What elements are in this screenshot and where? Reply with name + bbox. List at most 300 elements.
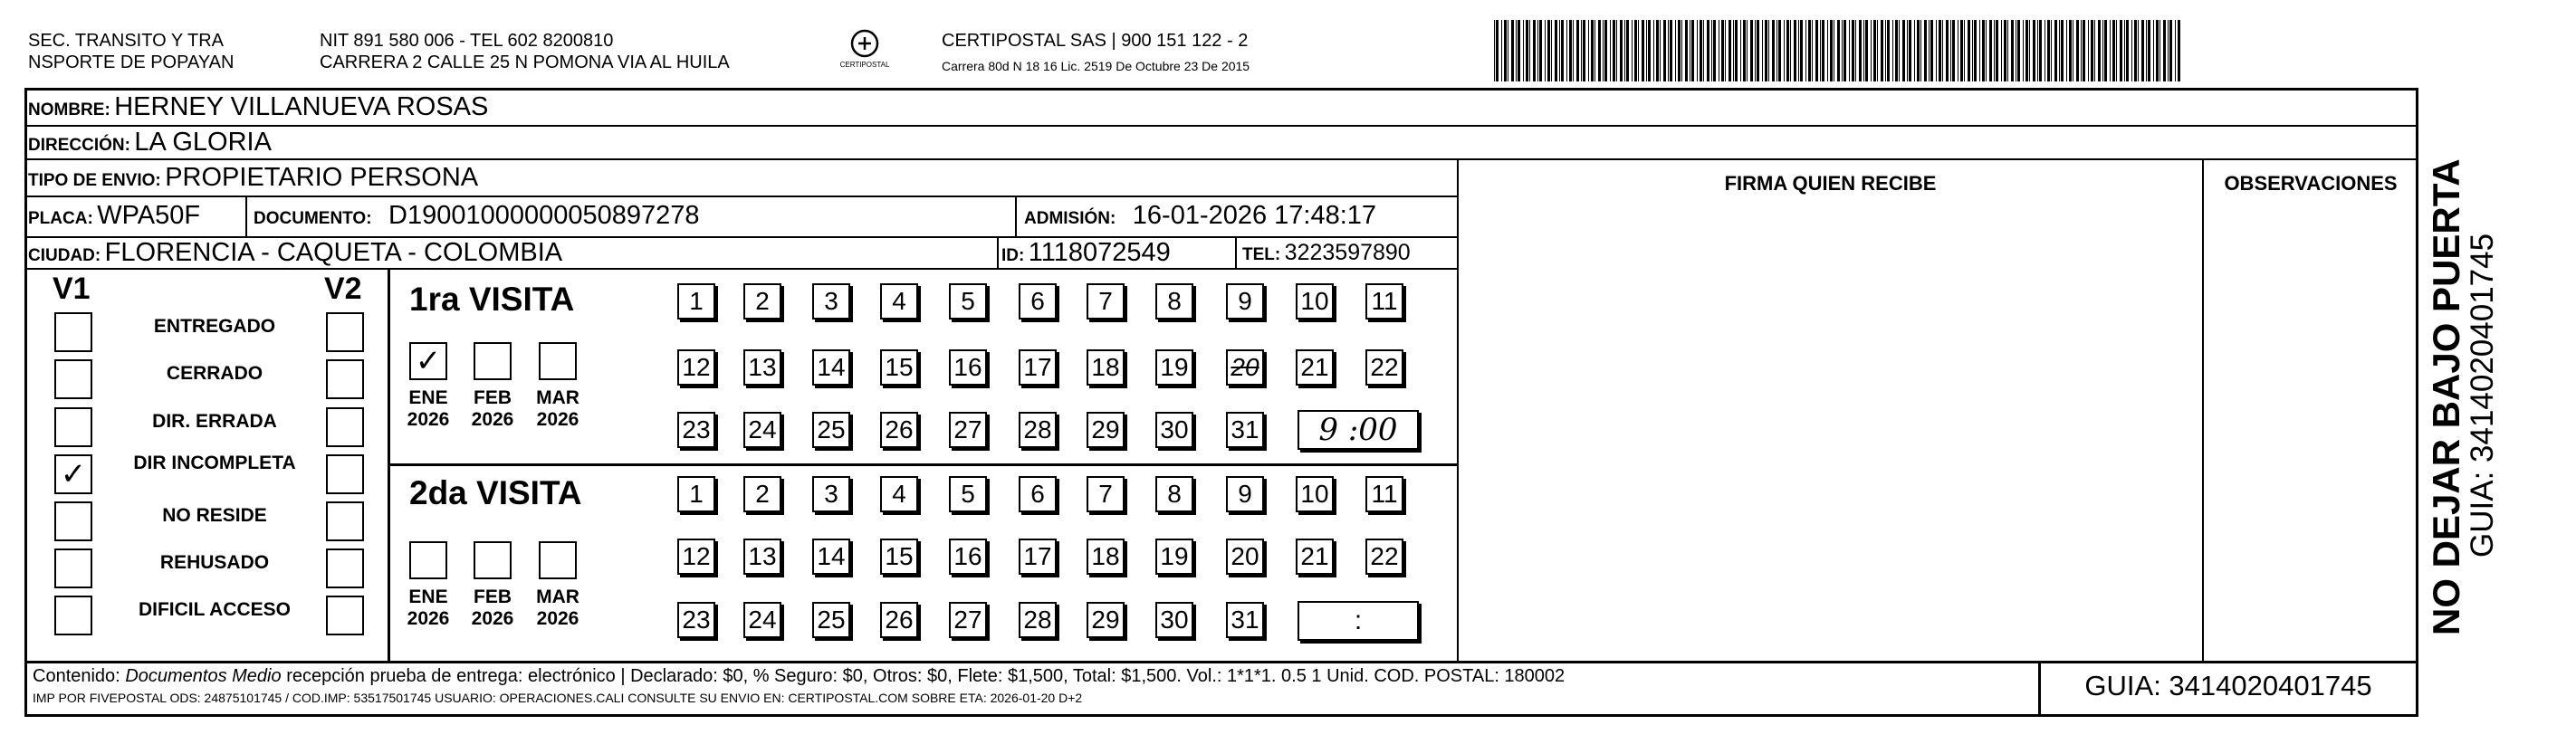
- barcode-bar: [1604, 20, 1607, 81]
- day-box[interactable]: 22: [1365, 349, 1403, 386]
- day-box[interactable]: 21: [1296, 349, 1334, 386]
- month-checkbox[interactable]: [409, 541, 447, 579]
- day-box[interactable]: 9: [1226, 283, 1264, 320]
- barcode-bar: [1653, 20, 1654, 81]
- barcode-bar: [1740, 20, 1741, 81]
- v2-checkbox[interactable]: [326, 359, 364, 399]
- signature-header: FIRMA QUIEN RECIBE: [1724, 172, 1937, 195]
- day-box[interactable]: 26: [880, 602, 918, 638]
- contents-prefix: Contenido:: [33, 666, 120, 686]
- barcode-bar: [1545, 20, 1546, 81]
- barcode-bar: [1747, 20, 1748, 81]
- day-box[interactable]: 12: [677, 539, 715, 575]
- day-box[interactable]: 23: [677, 602, 715, 638]
- barcode-bar: [2094, 20, 2095, 81]
- barcode-bar: [1691, 20, 1694, 81]
- visit1-time[interactable]: 9 :00: [1298, 410, 1419, 450]
- barcode-bar: [1750, 20, 1753, 81]
- barcode-bar: [1713, 20, 1716, 81]
- barcode-bar: [2001, 20, 2002, 81]
- barcode-bar: [1765, 20, 1767, 81]
- barcode-bar: [1907, 20, 1908, 81]
- day-box[interactable]: 16: [949, 349, 987, 386]
- barcode-bar: [2138, 20, 2139, 81]
- barcode-bar: [1786, 20, 1789, 81]
- barcode-bar: [1516, 20, 1517, 81]
- barcode-bar: [1790, 20, 1791, 81]
- barcode-bar: [1547, 20, 1550, 81]
- barcode-bar: [2037, 20, 2038, 81]
- barcode-bar: [1648, 20, 1651, 81]
- city-value: FLORENCIA - CAQUETA - COLOMBIA: [104, 238, 563, 267]
- barcode-bar: [1663, 20, 1666, 81]
- day-box[interactable]: 20: [1226, 349, 1264, 386]
- barcode-bar: [1681, 20, 1682, 81]
- v2-checkbox[interactable]: [326, 454, 364, 494]
- id-label: ID:: [1001, 246, 1025, 265]
- barcode-bar: [1920, 20, 1921, 81]
- day-box[interactable]: 19: [1155, 539, 1193, 575]
- barcode-bar: [2061, 20, 2064, 81]
- day-box[interactable]: 17: [1019, 349, 1057, 386]
- barcode-bar: [1588, 20, 1589, 81]
- barcode-bar: [1656, 20, 1659, 81]
- barcode-bar: [1613, 20, 1615, 81]
- company-line: CERTIPOSTAL SAS | 900 151 122 - 2: [942, 31, 1249, 51]
- month-checkbox[interactable]: [539, 342, 577, 380]
- barcode-bar: [1711, 20, 1712, 81]
- barcode-bar: [1529, 20, 1530, 81]
- contents-line: [33, 666, 1565, 687]
- sender-line-2: NSPORTE DE POPAYAN: [28, 52, 235, 72]
- barcode-bar: [1638, 20, 1639, 81]
- side-guia: GUIA: 3414020401745: [2465, 233, 2500, 558]
- barcode-bar: [1929, 20, 1930, 81]
- side-warning: NO DEJAR BAJO PUERTA: [2425, 158, 2467, 635]
- year-label: 2026: [536, 409, 579, 430]
- status-option-label: DIFICIL ACCESO: [138, 599, 291, 620]
- barcode-bar: [1939, 20, 1941, 81]
- barcode-bar: [1573, 20, 1574, 81]
- barcode-bar: [1994, 20, 1995, 81]
- day-box[interactable]: 24: [743, 412, 781, 448]
- barcode-bar: [2007, 20, 2008, 81]
- barcode-bar: [1917, 20, 1920, 81]
- barcode-bar: [2059, 20, 2060, 81]
- id-value: 1118072549: [1028, 238, 1171, 267]
- barcode-bar: [2011, 20, 2014, 81]
- day-box[interactable]: 20: [1226, 539, 1264, 575]
- month-checkbox[interactable]: [539, 541, 577, 579]
- v1-checkbox[interactable]: [54, 548, 92, 588]
- barcode-bar: [2047, 20, 2050, 81]
- barcode-bar: [1616, 20, 1617, 81]
- day-box[interactable]: 9: [1226, 476, 1264, 512]
- barcode-bar: [2178, 20, 2180, 81]
- barcode-bar: [2076, 20, 2079, 81]
- address-line: CARRERA 2 CALLE 25 N POMONA VIA AL HUILA: [320, 52, 730, 72]
- day-box[interactable]: 1: [677, 283, 715, 320]
- contents-rest: recepción prueba de entrega: electrónico | Declarado: $0, % Seguro: $0, Otros: $0, Flete: $1,500, Total: $1,500. Vol.: 1*1*1. 0.5 1 Unid. COD. POSTAL: 180002: [286, 666, 1566, 686]
- barcode-bar: [1743, 20, 1746, 81]
- day-box[interactable]: 30: [1155, 602, 1193, 638]
- barcode-bar: [2102, 20, 2103, 81]
- v1-checkbox[interactable]: ✓: [54, 454, 92, 494]
- barcode-bar: [2004, 20, 2006, 81]
- barcode-bar: [1533, 20, 1536, 81]
- day-box[interactable]: 1: [677, 476, 715, 512]
- barcode-bar: [1873, 20, 1876, 81]
- barcode-bar: [1610, 20, 1611, 81]
- barcode-bar: [2023, 20, 2024, 81]
- v1-checkbox[interactable]: [54, 359, 92, 399]
- day-box[interactable]: 8: [1155, 283, 1193, 320]
- day-box[interactable]: 18: [1087, 539, 1125, 575]
- id-row: [1001, 237, 1171, 272]
- day-box[interactable]: 14: [812, 539, 850, 575]
- day-box[interactable]: 6: [1019, 476, 1057, 512]
- admission-row: [1024, 200, 1376, 235]
- barcode-bar: [1849, 20, 1850, 81]
- type-row: [28, 162, 478, 197]
- day-box[interactable]: 24: [743, 602, 781, 638]
- plate-value: WPA50F: [97, 201, 201, 230]
- visit2-time[interactable]: :: [1298, 601, 1419, 641]
- address-value: LA GLORIA: [134, 128, 272, 157]
- barcode-bar: [1942, 20, 1943, 81]
- barcode-bar: [1537, 20, 1538, 81]
- barcode-bar: [2126, 20, 2129, 81]
- day-box[interactable]: 7: [1087, 476, 1125, 512]
- v2-checkbox[interactable]: [326, 548, 364, 588]
- day-box[interactable]: 27: [949, 602, 987, 638]
- city-label: CIUDAD:: [28, 246, 101, 265]
- barcode-bar: [1501, 20, 1502, 81]
- day-box[interactable]: 18: [1087, 349, 1125, 386]
- day-box[interactable]: 15: [880, 539, 918, 575]
- nit-line: NIT 891 580 006 - TEL 602 8200810: [320, 31, 614, 51]
- barcode-bar: [1757, 20, 1759, 81]
- type-value: PROPIETARIO PERSONA: [165, 163, 479, 192]
- barcode-bar: [2169, 20, 2172, 81]
- barcode-bar: [1598, 20, 1601, 81]
- admission-label: ADMISIÓN:: [1024, 209, 1116, 228]
- v1-checkbox[interactable]: [54, 407, 92, 447]
- barcode-bar: [1881, 20, 1883, 81]
- day-box[interactable]: 2: [743, 283, 781, 320]
- barcode-bar: [1989, 20, 1992, 81]
- barcode-bar: [1950, 20, 1951, 81]
- day-box[interactable]: 31: [1226, 602, 1264, 638]
- barcode-bar: [1778, 20, 1781, 81]
- barcode-bar: [1494, 20, 1495, 81]
- barcode-bar: [1678, 20, 1681, 81]
- barcode-bar: [1822, 20, 1824, 81]
- barcode-bar: [2098, 20, 2101, 81]
- day-box[interactable]: 27: [949, 412, 987, 448]
- document-label: DOCUMENTO:: [254, 209, 372, 228]
- barcode-bar: [2120, 20, 2122, 81]
- observations-area[interactable]: [2205, 160, 2417, 660]
- barcode-bar: [1798, 20, 1799, 81]
- barcode-bar: [2051, 20, 2052, 81]
- day-box[interactable]: 22: [1365, 539, 1403, 575]
- day-box[interactable]: 25: [812, 602, 850, 638]
- year-label: 2026: [407, 608, 450, 629]
- barcode-bar: [1830, 20, 1833, 81]
- barcode-bar: [2141, 20, 2144, 81]
- barcode-bar: [2025, 20, 2028, 81]
- barcode-bar: [2116, 20, 2117, 81]
- year-label: 2026: [407, 409, 450, 430]
- year-label: 2026: [471, 608, 514, 629]
- barcode-bar: [1808, 20, 1811, 81]
- barcode-bar: [1518, 20, 1520, 81]
- day-box[interactable]: 13: [743, 539, 781, 575]
- barcode-bar: [1551, 20, 1552, 81]
- status-option-label: CERRADO: [166, 363, 263, 384]
- day-box[interactable]: 10: [1296, 283, 1334, 320]
- day-box[interactable]: 13: [743, 349, 781, 386]
- barcode-bar: [1624, 20, 1625, 81]
- month-checkbox[interactable]: [474, 541, 512, 579]
- barcode-bar: [1539, 20, 1542, 81]
- barcode-bar: [1859, 20, 1862, 81]
- day-box[interactable]: 8: [1155, 476, 1193, 512]
- barcode-bar: [1784, 20, 1785, 81]
- barcode-bar: [1576, 20, 1579, 81]
- barcode-bar: [2083, 20, 2085, 81]
- observations-header: OBSERVACIONES: [2224, 172, 2398, 195]
- day-box[interactable]: 10: [1296, 476, 1334, 512]
- day-box[interactable]: 30: [1155, 412, 1193, 448]
- barcode-bar: [2091, 20, 2093, 81]
- day-box[interactable]: 15: [880, 349, 918, 386]
- day-box[interactable]: 2: [743, 476, 781, 512]
- v1-checkbox[interactable]: [54, 596, 92, 635]
- barcode-bar: [1646, 20, 1647, 81]
- barcode-bar: [1634, 20, 1637, 81]
- barcode-bar: [1837, 20, 1840, 81]
- day-box[interactable]: 5: [949, 283, 987, 320]
- v1-label: V1: [53, 272, 91, 306]
- tel-label: TEL:: [1242, 245, 1281, 264]
- v2-checkbox[interactable]: [326, 501, 364, 541]
- status-option-label: DIR. ERRADA: [152, 411, 277, 432]
- barcode-bar: [1996, 20, 1998, 81]
- month-checkbox[interactable]: ✓: [409, 342, 447, 380]
- day-box[interactable]: 21: [1296, 539, 1334, 575]
- day-box[interactable]: 11: [1365, 283, 1403, 320]
- plate-label: PLACA:: [28, 209, 93, 228]
- barcode-bar: [1620, 20, 1623, 81]
- barcode-bar: [1703, 20, 1704, 81]
- barcode-bar: [2146, 20, 2147, 81]
- name-label: NOMBRE:: [28, 100, 110, 119]
- barcode-bar: [2029, 20, 2030, 81]
- barcode-bar: [1800, 20, 1803, 81]
- barcode-bar: [1843, 20, 1846, 81]
- day-box[interactable]: 29: [1087, 412, 1125, 448]
- barcode-bar: [1561, 20, 1564, 81]
- barcode-bar: [1979, 20, 1980, 81]
- day-box[interactable]: 29: [1087, 602, 1125, 638]
- year-label: 2026: [471, 409, 514, 430]
- barcode-bar: [1670, 20, 1672, 81]
- year-label: 2026: [536, 608, 579, 629]
- barcode-bar: [1526, 20, 1528, 81]
- day-box[interactable]: 7: [1087, 283, 1125, 320]
- barcode-bar: [1820, 20, 1821, 81]
- month-label: ENE: [408, 387, 448, 408]
- barcode-bar: [2066, 20, 2067, 81]
- address-row: [28, 127, 272, 162]
- day-box[interactable]: 6: [1019, 283, 1057, 320]
- status-option-label: NO RESIDE: [162, 505, 267, 526]
- v1-checkbox[interactable]: [54, 501, 92, 541]
- day-box[interactable]: 28: [1019, 412, 1057, 448]
- barcode-bar: [1885, 20, 1886, 81]
- barcode-bar: [2088, 20, 2089, 81]
- barcode-bar: [2033, 20, 2035, 81]
- barcode-bar: [1668, 20, 1669, 81]
- barcode-bar: [2159, 20, 2160, 81]
- barcode-bar: [1776, 20, 1777, 81]
- barcode-bar: [1982, 20, 1985, 81]
- barcode-bar: [2104, 20, 2107, 81]
- barcode-bar: [1899, 20, 1900, 81]
- month-label: MAR: [536, 587, 579, 607]
- barcode-bar: [2069, 20, 2072, 81]
- barcode-bar: [1924, 20, 1927, 81]
- barcode-bar: [1581, 20, 1582, 81]
- barcode-bar: [1930, 20, 1933, 81]
- day-box[interactable]: 14: [812, 349, 850, 386]
- barcode-bar: [1772, 20, 1775, 81]
- day-box[interactable]: 16: [949, 539, 987, 575]
- barcode-bar: [1964, 20, 1965, 81]
- barcode-bar: [1735, 20, 1738, 81]
- barcode-bar: [1632, 20, 1633, 81]
- day-box[interactable]: 11: [1365, 476, 1403, 512]
- barcode-bar: [1852, 20, 1854, 81]
- barcode-bar: [2134, 20, 2137, 81]
- barcode-bar: [2156, 20, 2159, 81]
- barcode-bar: [1707, 20, 1709, 81]
- barcode-bar: [1626, 20, 1629, 81]
- barcode-bar: [1762, 20, 1763, 81]
- v2-checkbox[interactable]: [326, 596, 364, 635]
- document-row: [254, 200, 700, 235]
- barcode-bar: [1555, 20, 1557, 81]
- name-row: [28, 91, 488, 127]
- document-value: D19001000000050897278: [388, 201, 700, 230]
- barcode-bar: [1721, 20, 1724, 81]
- barcode-bar: [1496, 20, 1499, 81]
- barcode-bar: [2148, 20, 2150, 81]
- v1-checkbox[interactable]: [54, 312, 92, 352]
- barcode-bar: [1768, 20, 1769, 81]
- month-label: FEB: [474, 587, 512, 607]
- day-box[interactable]: 17: [1019, 539, 1057, 575]
- barcode-bar: [1914, 20, 1915, 81]
- barcode-bar: [1960, 20, 1963, 81]
- day-box[interactable]: 26: [880, 412, 918, 448]
- barcode-bar: [1685, 20, 1688, 81]
- day-box[interactable]: 25: [812, 412, 850, 448]
- day-box[interactable]: 4: [880, 283, 918, 320]
- svg-text:CERTIPOSTAL: CERTIPOSTAL: [839, 61, 890, 69]
- admission-value: 16-01-2026 17:48:17: [1132, 201, 1377, 230]
- day-box[interactable]: 3: [812, 283, 850, 320]
- guia-box: GUIA: 3414020401745: [2084, 670, 2372, 701]
- v2-checkbox[interactable]: [326, 312, 364, 352]
- v2-checkbox[interactable]: [326, 407, 364, 447]
- barcode-bar: [2110, 20, 2111, 81]
- company-address: Carrera 80d N 18 16 Lic. 2519 De Octubre 23 De 2015: [942, 59, 1250, 73]
- contents-italic: Documentos Medio: [125, 666, 282, 686]
- day-box[interactable]: 19: [1155, 349, 1193, 386]
- barcode-bar: [1642, 20, 1644, 81]
- plate-row: [28, 200, 200, 235]
- barcode-bar: [1863, 20, 1864, 81]
- day-box[interactable]: 23: [677, 412, 715, 448]
- barcode-bar: [1842, 20, 1843, 81]
- day-box[interactable]: 28: [1019, 602, 1057, 638]
- barcode-bar: [1871, 20, 1872, 81]
- barcode-bar: [1594, 20, 1595, 81]
- visit2-title: 2da VISITA: [409, 474, 582, 511]
- name-value: HERNEY VILLANUEVA ROSAS: [114, 92, 489, 121]
- imp-line: IMP POR FIVEPOSTAL ODS: 24875101745 / COD.IMP: 53517501745 USUARIO: OPERACIONES.CALI CONSULTE SU ENVIO EN: CERTIPOSTAL.COM SOBRE ETA: 2026-01-20 D+2: [33, 691, 1083, 705]
- barcode-bar: [1892, 20, 1893, 81]
- month-checkbox[interactable]: [474, 342, 512, 380]
- barcode-bar: [1902, 20, 1905, 81]
- barcode-bar: [1725, 20, 1726, 81]
- city-row: [28, 237, 562, 272]
- barcode-bar: [2054, 20, 2057, 81]
- day-box[interactable]: 3: [812, 476, 850, 512]
- barcode-bar: [1812, 20, 1813, 81]
- barcode-bar: [1855, 20, 1856, 81]
- address-label: DIRECCIÓN:: [28, 136, 130, 155]
- barcode-bar: [1972, 20, 1973, 81]
- barcode-bar: [2081, 20, 2082, 81]
- certipostal-logo: [833, 25, 896, 78]
- barcode-bar: [1523, 20, 1524, 81]
- day-box[interactable]: 12: [677, 349, 715, 386]
- barcode-bar: [1559, 20, 1560, 81]
- day-box[interactable]: 31: [1226, 412, 1264, 448]
- barcode-bar: [1865, 20, 1868, 81]
- barcode-bar: [1697, 20, 1698, 81]
- barcode-bar: [1952, 20, 1955, 81]
- day-box[interactable]: 5: [949, 476, 987, 512]
- barcode-bar: [2124, 20, 2125, 81]
- barcode-bar: [1504, 20, 1507, 81]
- barcode-bar: [1805, 20, 1806, 81]
- day-box[interactable]: 4: [880, 476, 918, 512]
- status-option-label: DIR INCOMPLETA: [133, 453, 296, 473]
- tel-row: [1242, 237, 1411, 272]
- month-label: MAR: [536, 387, 579, 408]
- barcode-bar: [1974, 20, 1977, 81]
- signature-area[interactable]: [1460, 196, 2200, 660]
- barcode-bar: [1895, 20, 1898, 81]
- barcode-bar: [1986, 20, 1987, 81]
- barcode-bar: [2112, 20, 2115, 81]
- status-option-label: REHUSADO: [159, 552, 270, 573]
